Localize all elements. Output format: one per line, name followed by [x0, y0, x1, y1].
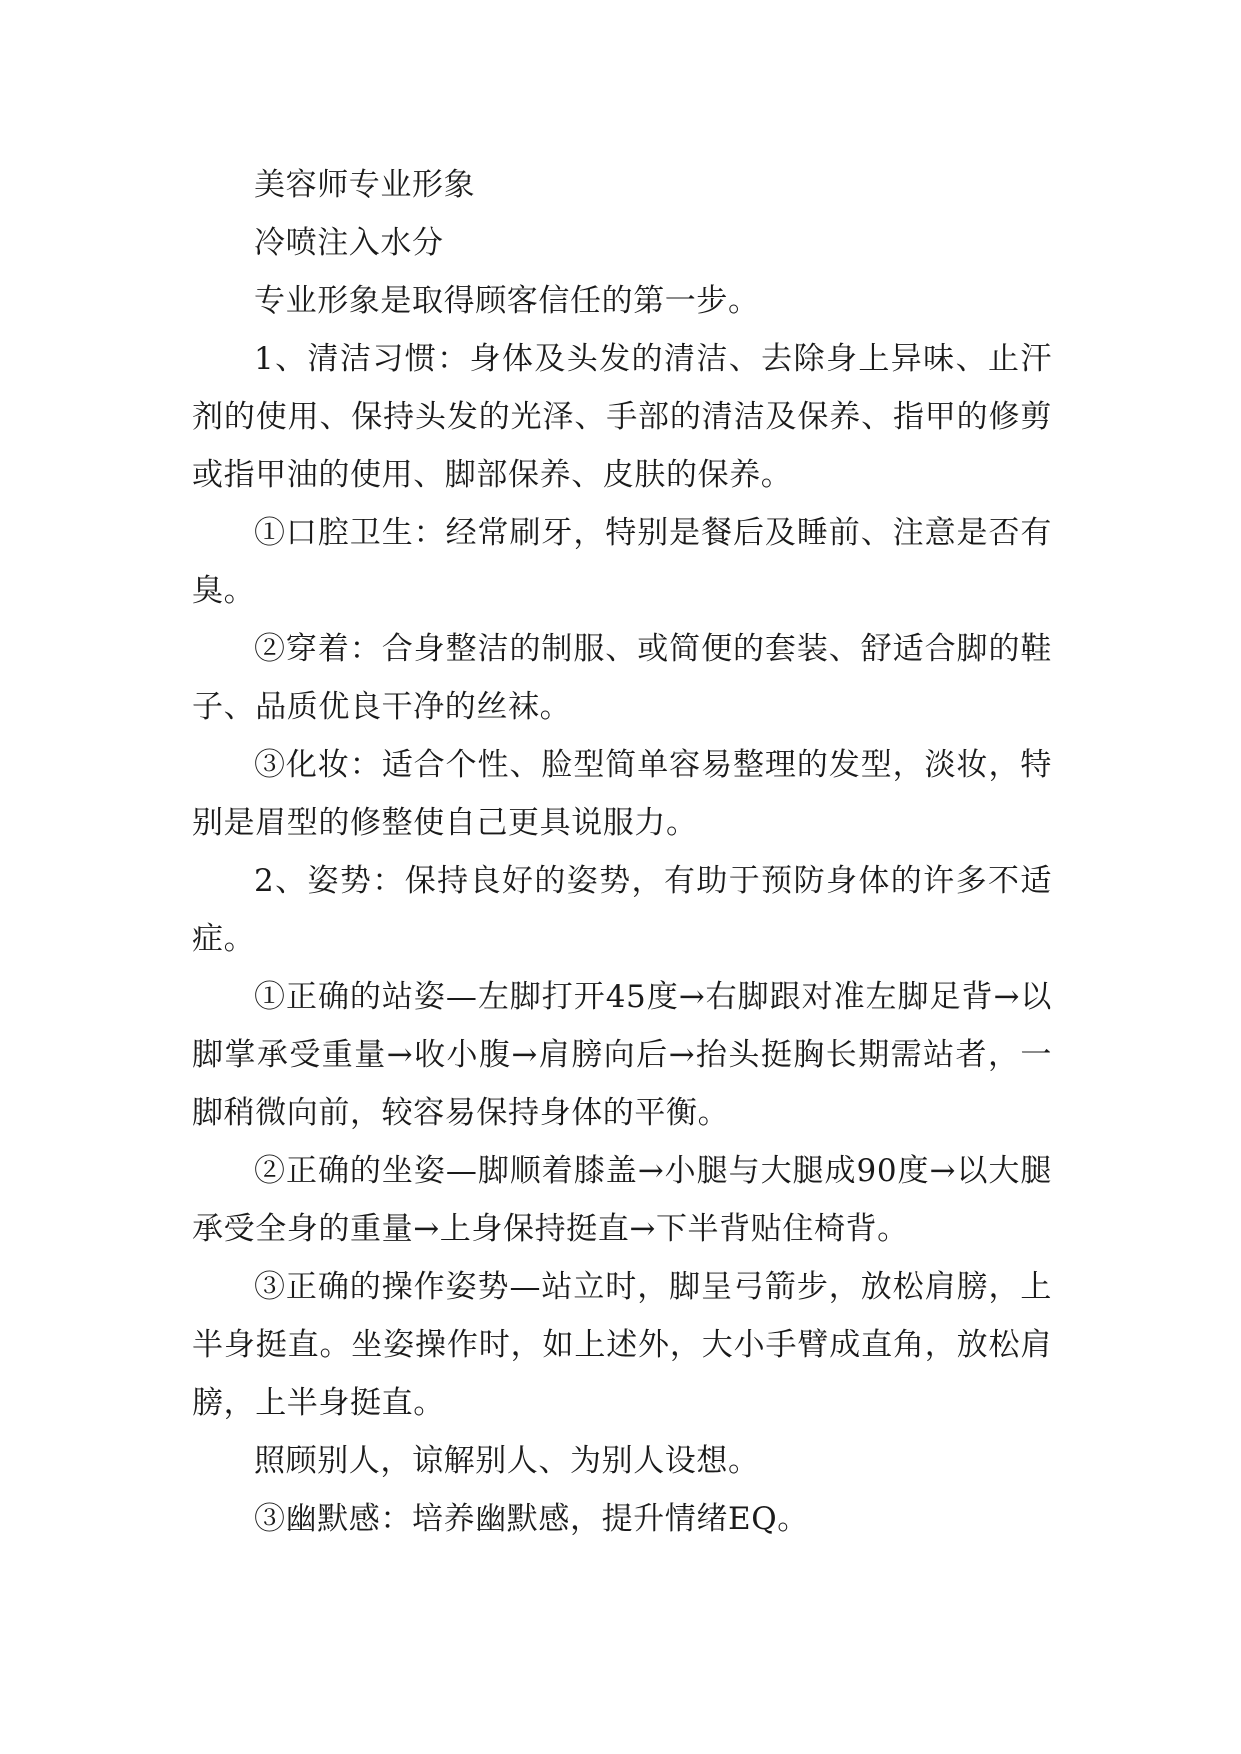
subtitle-paragraph: 冷喷注入水分 [254, 225, 444, 261]
paragraph-care-others: 照顾别人，谅解别人、为别人设想。 [254, 1443, 760, 1479]
paragraph-clothing: ②穿着：合身整洁的制服、或简便的套装、舒适合脚的鞋子、品质优良干净的丝袜。 [192, 631, 1052, 725]
paragraph-humor: ③幽默感：培养幽默感，提升情绪EQ。 [254, 1501, 809, 1537]
paragraph-oral-hygiene: ①口腔卫生：经常刷牙，特别是餐后及睡前、注意是否有臭。 [192, 515, 1052, 609]
paragraph-sitting-posture: ②正确的坐姿—脚顺着膝盖→小腿与大腿成90度→以大腿承受全身的重量→上身保持挺直→下半背贴住椅背。 [192, 1153, 1052, 1247]
document-body [192, 156, 1052, 1548]
paragraph-cleaning-habits: 1、清洁习惯：身体及头发的清洁、去除身上异味、止汗剂的使用、保持头发的光泽、手部的清洁及保养、指甲的修剪或指甲油的使用、脚部保养、皮肤的保养。 [192, 341, 1052, 493]
intro-paragraph: 专业形象是取得顾客信任的第一步。 [254, 283, 760, 319]
title-paragraph: 美容师专业形象 [254, 167, 476, 203]
paragraph-standing-posture: ①正确的站姿—左脚打开45度→右脚跟对准左脚足背→以脚掌承受重量→收小腹→肩膀向后→抬头挺胸长期需站者，一脚稍微向前，较容易保持身体的平衡。 [192, 979, 1052, 1131]
paragraph-working-posture: ③正确的操作姿势—站立时，脚呈弓箭步，放松肩膀，上半身挺直。坐姿操作时，如上述外，大小手臂成直角，放松肩膀，上半身挺直。 [192, 1269, 1052, 1421]
paragraph-makeup: ③化妆：适合个性、脸型简单容易整理的发型，淡妆，特别是眉型的修整使自己更具说服力。 [192, 747, 1052, 841]
paragraph-posture: 2、姿势：保持良好的姿势，有助于预防身体的许多不适症。 [192, 863, 1052, 957]
